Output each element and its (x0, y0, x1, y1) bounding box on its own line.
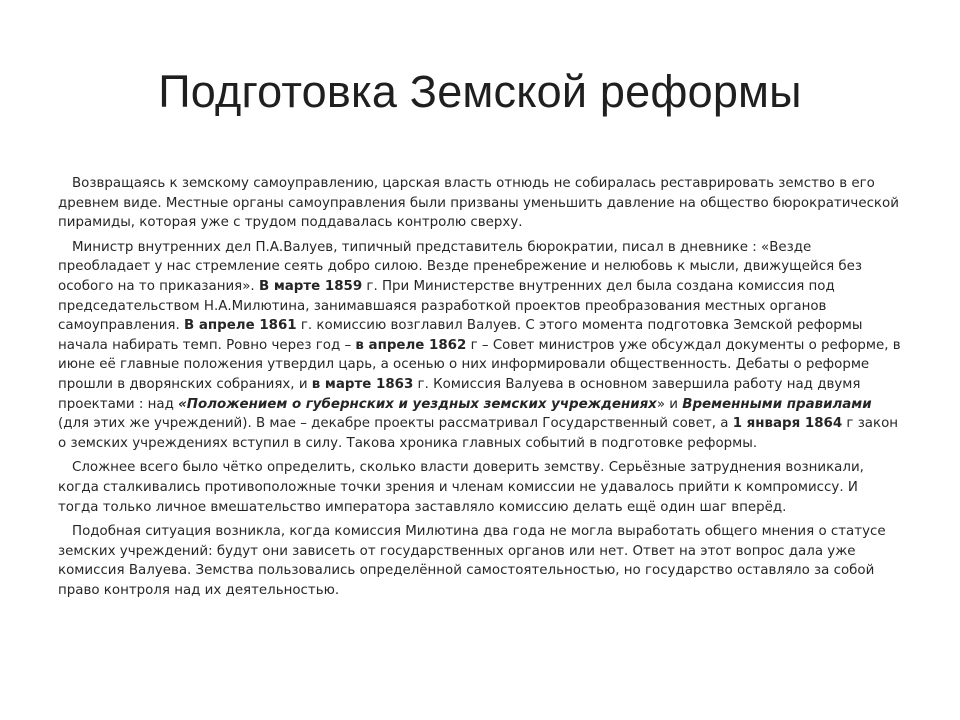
date-march-1863: в марте 1863 (311, 376, 414, 392)
paragraph-2-text: г. При Министерстве внутренних дел была создана комиссия под председательством Н.А.Милютина, занимавшаяся разработкой проектов преобразования местных органов самоуправления. (58, 278, 835, 334)
paragraph-2-text: г – Совет министров уже обсуждал документы о реформе, в июне её главные положения утвердил царь, а осенью о них информировали общественность. Дебаты о реформе прошли в дворянских собраниях, и (58, 337, 901, 392)
paragraph-2-text: Министр внутренних дел П.А.Валуев, типичный представитель бюрократии, писал в дневнике : «Везде преобладает у нас стремление сеять добро силою. Везде пренебрежение и нелюбовь к мысли, движущейся без особого на то приказания». (58, 239, 862, 294)
paragraph-2-text: г. комиссию возглавил Валуев. С этого момента подготовка Земской реформы начала набирать темп. Ровно через год – (58, 318, 863, 353)
date-january-1864: 1 января 1864 (732, 416, 843, 432)
date-march-1859: В марте 1859 (258, 278, 363, 294)
paragraph-2-text: г. Комиссия Валуева в основном завершила работу над двумя проектами : над (58, 376, 861, 412)
slide-body (58, 174, 902, 605)
document-title-polozhenie (178, 397, 657, 412)
paragraph-2-text: » и (656, 396, 683, 412)
paragraph-3: Сложнее всего было чётко определить, сколько власти доверить земству. Серьёзные затруднения возникали, когда сталкивались противоположные точки зрения и членам комиссии не удавалось прийти к компромиссу. И тогда только личное вмешательство императора заставляло комиссию делать ещё один шаг вперёд. (58, 460, 864, 515)
document-title-polozhenie-text: «Положением о губернских и уездных земских учреждениях (178, 396, 657, 412)
paragraph-2-text: г закон о земских учреждениях вступил в силу. Такова хроника главных событий в подготовке реформы. (58, 416, 899, 451)
paragraph-2 (58, 238, 902, 454)
paragraph-2-text: (для этих же учреждений). В мае – декабре проекты рассматривал Государственный совет, а (58, 416, 733, 432)
slide-title: Подготовка Земской реформы (158, 66, 802, 117)
date-april-1862: в апреле 1862 (355, 337, 467, 353)
paragraph-4: Подобная ситуация возникла, когда комиссия Милютина два года не могла выработать общего мнения о статусе земских учреждений: будут они зависеть от государственных органов или нет. Ответ на этот вопрос дала уже комиссия Валуева. Земства пользовались определённой самостоятельностью, но государство оставляло за собой право контроля над их деятельностью. (58, 524, 886, 598)
paragraph-1: Возвращаясь к земскому самоуправлению, царская власть отнюдь не собиралась реставрировать земство в его древнем виде. Местные органы самоуправления были призваны уменьшить давление на общество бюрократической пирамиды, которая уже с трудом поддавалась контролю сверху. (58, 176, 899, 231)
document-title-vremennye-pravila-text: Временными правилами (682, 396, 872, 412)
document-title-vremennye-pravila (682, 397, 871, 412)
date-april-1861: В апреле 1861 (183, 318, 297, 334)
